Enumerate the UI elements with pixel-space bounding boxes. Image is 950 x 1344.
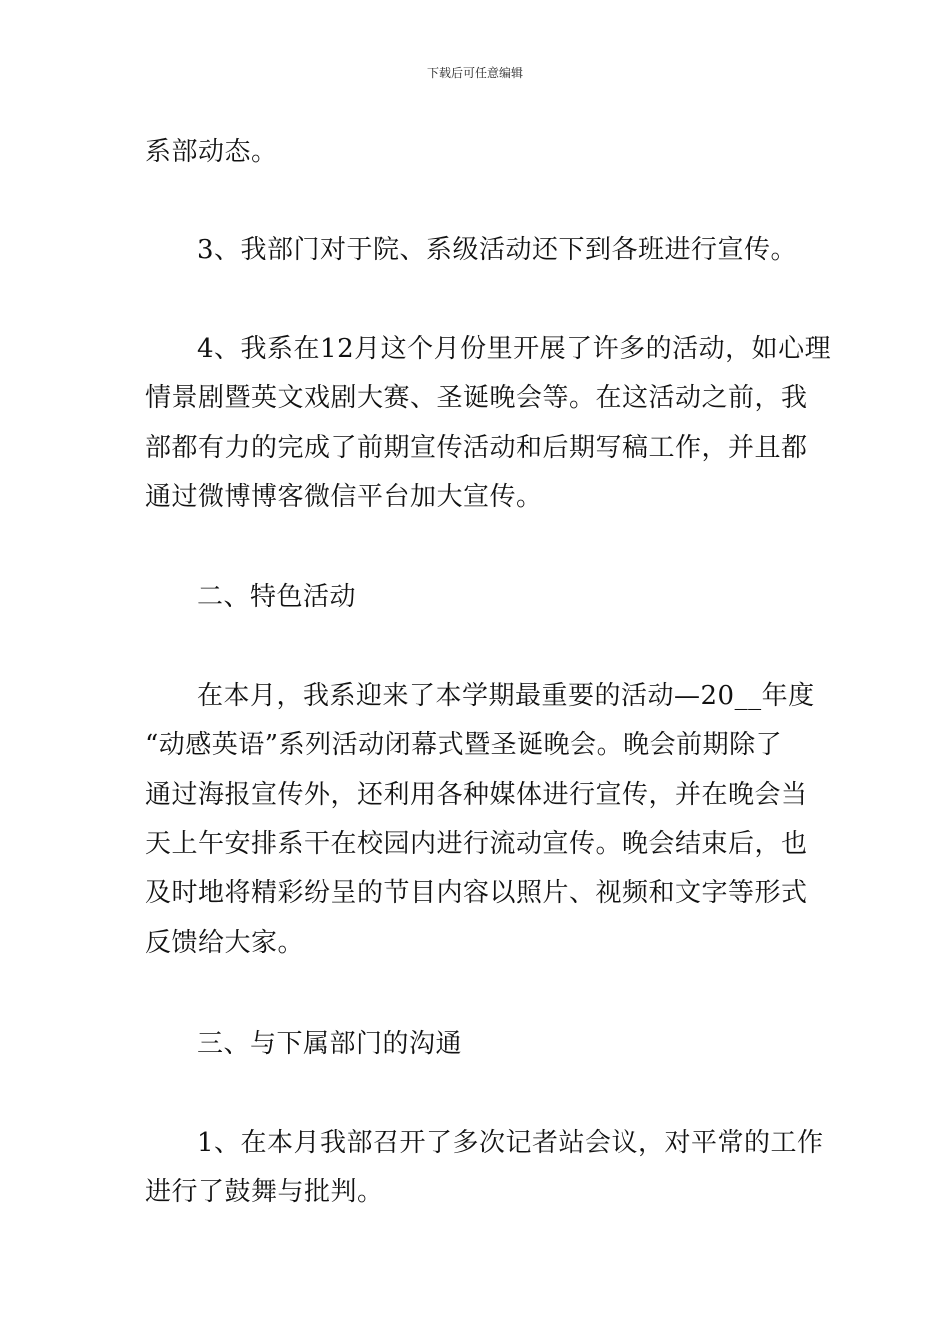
paragraph-line: 4、我系在12月这个月份里开展了许多的活动，如心理 <box>197 334 832 364</box>
paragraph-line: 通过海报宣传外，还利用各种媒体进行宣传，并在晚会当 <box>145 780 808 810</box>
paragraph-line: 在本月，我系迎来了本学期最重要的活动—20__年度 <box>197 681 815 711</box>
page-header: 下载后可任意编辑 <box>426 66 523 80</box>
paragraph-line: 天上午安排系干在校园内进行流动宣传。晚会结束后，也 <box>145 829 808 859</box>
paragraph-line: “动感英语”系列活动闭幕式暨圣诞晚会。晚会前期除了 <box>145 730 783 760</box>
paragraph-line: 通过微博博客微信平台加大宣传。 <box>145 482 543 512</box>
paragraph-line: 情景剧暨英文戏剧大赛、圣诞晚会等。在这活动之前，我 <box>145 383 808 413</box>
paragraph-line: 3、我部门对于院、系级活动还下到各班进行宣传。 <box>197 235 798 265</box>
paragraph-line: 系部动态。 <box>145 137 278 167</box>
section-heading: 二、特色活动 <box>197 582 357 612</box>
paragraph-line: 部都有力的完成了前期宣传活动和后期写稿工作，并且都 <box>145 433 808 463</box>
section-heading: 三、与下属部门的沟通 <box>197 1029 463 1059</box>
paragraph-line: 反馈给大家。 <box>145 928 305 958</box>
paragraph-line: 1、在本月我部召开了多次记者站会议，对平常的工作 <box>197 1128 824 1158</box>
paragraph-line: 及时地将精彩纷呈的节目内容以照片、视频和文字等形式 <box>145 878 808 908</box>
paragraph-line: 进行了鼓舞与批判。 <box>145 1177 384 1207</box>
